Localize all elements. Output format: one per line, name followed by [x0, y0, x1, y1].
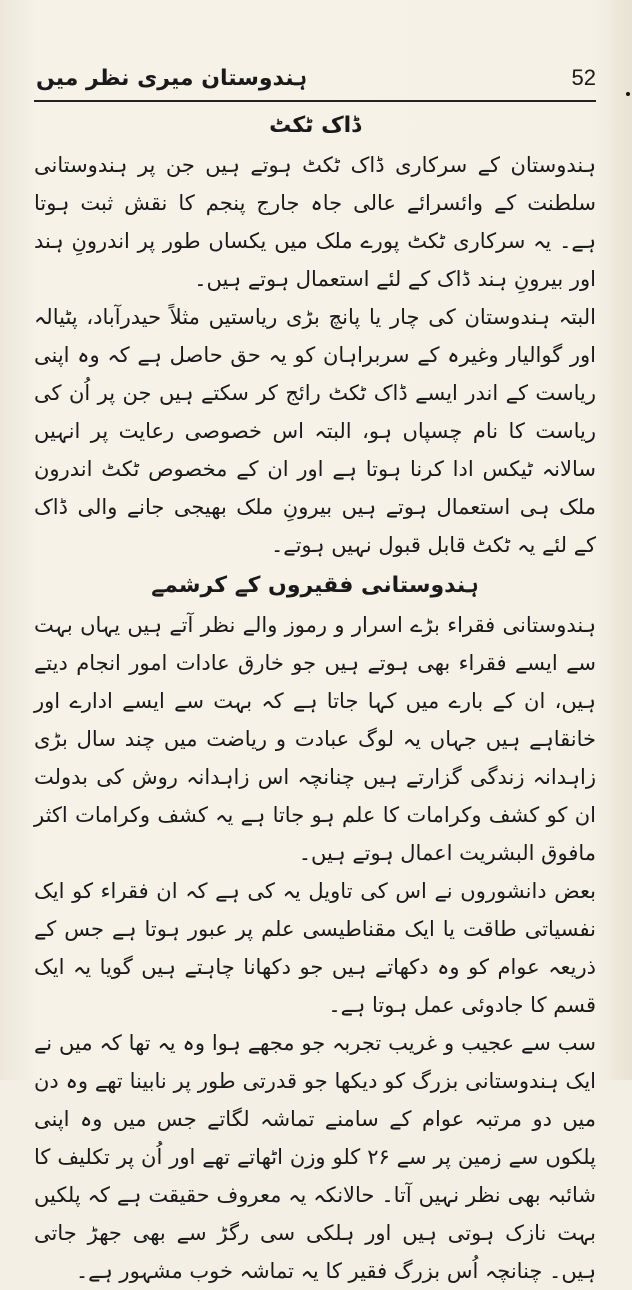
- section-heading-faqirs: ہندوستانی فقیروں کے کرشمے: [151, 573, 479, 598]
- paragraph: بعض دانشوروں نے اس کی تاویل یہ کی ہے کہ ان فقراء کو ایک نفسیاتی طاقت یا ایک مقناطیسی علم پر عبور ہوتا ہے جس کے ذریعہ عوام کو وہ دکھاتے ہیں جو دکھانا چاہتے ہیں گویا یہ ایک قسم کا جادوئی عمل ہوتا ہے۔: [34, 879, 596, 1017]
- paragraph: ہندوستانی فقراء بڑے اسرار و رموز والے نظر آتے ہیں یہاں بہت سے ایسے فقراء بھی ہوتے ہیں جو خارق عادات امور انجام دیتے ہیں، ان کے بارے میں کہا جاتا ہے کہ بہت سے ایسے ادارے اور خانقاہے ہیں جہاں یہ لوگ عبادت و ریاضت میں چند سال بڑی زاہدانہ زندگی گزارتے ہیں چنانچہ اس زاہدانہ روش کی بدولت ان کو کشف وکرامات کا علم ہو جاتا ہے یہ کشف وکرامات اکثر مافوق البشریت اعمال ہوتے ہیں۔: [34, 613, 596, 865]
- paragraph: سب سے عجیب و غریب تجربہ جو مجھے ہوا وہ یہ تھا کہ میں نے ایک ہندوستانی بزرگ کو دیکھا جو قدرتی طور پر نابینا تھے وہ دن میں دو مرتبہ عوام کے سامنے تماشہ لگاتے جس میں وہ اپنی پلکوں سے زمین پر سے ۲۶ کلو وزن اٹھاتے تھے اور اُن پر تکلیف کا شائبہ بھی نظر نہیں آتا۔ حالانکہ یہ معروف حقیقت ہے کہ پلکیں بہت نازک ہوتی ہیں اور ہلکی سی رگڑ سے بھی جھڑ جاتی ہیں۔ چنانچہ اُس بزرگ فقیر کا یہ تماشہ خوب مشہور ہے۔: [34, 1031, 596, 1283]
- paragraph: البتہ ہندوستان کی چار یا پانچ بڑی ریاستیں مثلاً حیدرآباد، پٹیالہ اور گوالیار وغیرہ کے سربراہان کو یہ حق حاصل ہے کہ وہ اپنی ریاست کے اندر ایسے ڈاک ٹکٹ رائج کر سکتے ہیں جن پر اُن کی ریاست کا نام چسپاں ہو، البتہ اس خصوصی رعایت پر انہیں سالانہ ٹیکس ادا کرنا ہوتا ہے اور ان کے مخصوص ٹکٹ اندرون ملک ہی استعمال ہوتے ہیں بیرونِ ملک بھیجی جانے والی ڈاک کے لئے یہ ٹکٹ قابل قبول نہیں ہوتے۔: [34, 305, 596, 557]
- header-rule: [34, 100, 596, 102]
- page-mark: [626, 92, 630, 96]
- page-number: 52: [571, 65, 596, 90]
- page-content: [34, 104, 596, 1290]
- page-header: [36, 60, 596, 96]
- paragraph: ہندوستان کے سرکاری ڈاک ٹکٹ ہوتے ہیں جن پر ہندوستانی سلطنت کے وائسرائے عالی جاہ جارج پنجم کا نقش ثبت ہوتا ہے۔ یہ سرکاری ٹکٹ پورے ملک میں یکساں طور پر اندرونِ ہند اور بیرونِ ہند ڈاک کے لئے استعمال ہوتے ہیں۔: [34, 153, 596, 291]
- section-heading-postage: ڈاک ٹکٹ: [269, 113, 361, 138]
- book-title: ہندوستان میری نظر میں: [36, 65, 308, 91]
